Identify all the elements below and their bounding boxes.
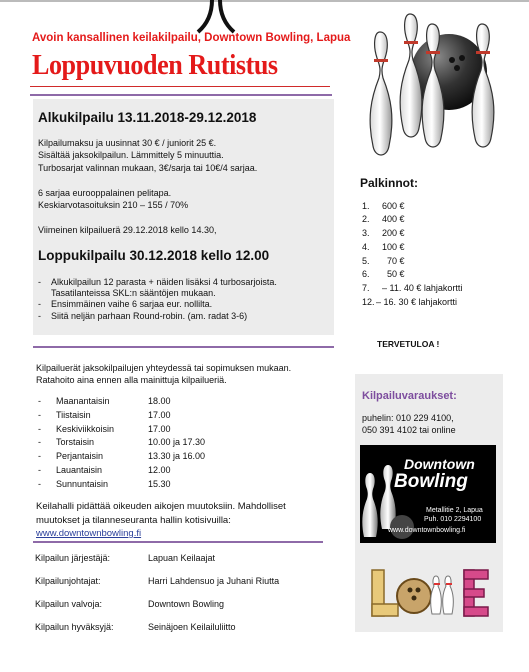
- reservations-contact: puhelin: 010 229 4100, 050 391 4102 tai online: [362, 413, 456, 436]
- list-item: - Siitä neljän parhaan Round-robin. (am. radat 3-6): [38, 310, 248, 321]
- table-row: - Maanantaisin 18.00: [38, 396, 171, 406]
- org-row: Kilpailun järjestäjä: Lapuan Keilaajat: [35, 553, 216, 563]
- prize-row: 6. 50 €: [362, 269, 405, 279]
- title-divider: [30, 86, 330, 87]
- prize-row: 7. – 11. 40 € lahjakortti: [362, 283, 463, 293]
- prize-row: 1. 600 €: [362, 201, 405, 211]
- love-bowling-icon: [370, 566, 492, 620]
- schedule-intro: Kilpailuerät jaksokilpailujen yhteydessä tai sopimuksen mukaan. Ratahoito aina ennen alla mainittuja kilpailueriä.: [36, 363, 292, 386]
- logo-brand-line1: Downtown: [404, 456, 475, 472]
- love-bowling-logo: [370, 566, 492, 620]
- org-row: Kilpailun hyväksyjä: Seinäjoen Keilailuliitto: [35, 622, 236, 632]
- table-row: - Lauantaisin 12.00: [38, 465, 171, 475]
- list-item: - Ensimmäinen vaihe 6 sarjaa eur. nollilta.: [38, 299, 213, 310]
- schedule-note: Keilahalli pidättää oikeuden aikojen muutoksiin. Mahdolliset muutokset ja tilanneseuranta hallin kotisivuilla: www.downtownbowling.fi: [36, 501, 286, 539]
- table-row: - Perjantaisin 13.30 ja 16.00: [38, 451, 206, 461]
- table-row: - Sunnuntaisin 15.30: [38, 479, 171, 489]
- last-round-note: Viimeinen kilpailuerä 29.12.2018 kello 14.30,: [38, 225, 217, 235]
- list-item: - Alkukilpailun 12 parasta + näiden lisäksi 4 turbosarjoista. Tasatilanteissa SKL:n sääntöjen mukaan.: [38, 277, 277, 298]
- final-rules-list: [38, 277, 328, 321]
- reservations-heading: Kilpailuvaraukset:: [362, 390, 457, 402]
- prize-row: 5. 70 €: [362, 256, 405, 266]
- bowling-pins-icon: [352, 10, 502, 172]
- prize-row: 4. 100 €: [362, 242, 405, 252]
- alkukilpailu-fees: Kilpailumaksu ja uusinnat 30 € / juniorit 25 €. Sisältää jaksokilpailun. Lämmittely 5 minuuttia. Turbosarjat valinnan mukaan, 3€/sarja tai 10€/4 sarjaa.: [38, 138, 258, 173]
- alkukilpailu-format: 6 sarjaa eurooppalainen pelitapa. Keskiarvotasoituksin 210 – 155 / 70%: [38, 188, 189, 211]
- website-link[interactable]: www.downtownbowling.fi: [36, 528, 142, 539]
- table-row: - Torstaisin 10.00 ja 17.30: [38, 437, 206, 447]
- table-row: - Tiistaisin 17.00: [38, 410, 171, 420]
- alkukilpailu-heading: Alkukilpailu 13.11.2018-29.12.2018: [38, 110, 257, 125]
- loppukilpailu-heading: Loppukilpailu 30.12.2018 kello 12.00: [38, 248, 270, 263]
- org-row: Kilpailunjohtajat: Harri Lahdensuo ja Juhani Riutta: [35, 576, 280, 586]
- welcome-text: TERVETULOA !: [377, 339, 440, 349]
- section-divider: [33, 541, 323, 543]
- org-row: Kilpailun valvoja: Downtown Bowling: [35, 599, 225, 609]
- prizes-heading: Palkinnot:: [360, 176, 419, 190]
- logo-phone: Puh. 010 2294100: [424, 516, 482, 523]
- section-divider: [30, 94, 332, 96]
- table-row: - Keskiviikkoisin 17.00: [38, 424, 171, 434]
- logo-brand-line2: Bowling: [394, 471, 468, 492]
- logo-web: www.downtownbowling.fi: [388, 527, 466, 534]
- top-border: [0, 0, 529, 2]
- logo-address: Metallitie 2, Lapua: [426, 507, 483, 514]
- prize-row: 3. 200 €: [362, 228, 405, 238]
- downtown-bowling-logo: [360, 445, 496, 543]
- section-divider: [33, 346, 334, 348]
- prize-row: 12.– 16. 30 € lahjakortti: [362, 297, 458, 307]
- event-title: Loppuvuoden Rutistus: [32, 49, 278, 81]
- event-subtitle: Avoin kansallinen keilakilpailu, Downtown Bowling, Lapua: [32, 32, 351, 44]
- prize-row: 2. 400 €: [362, 214, 405, 224]
